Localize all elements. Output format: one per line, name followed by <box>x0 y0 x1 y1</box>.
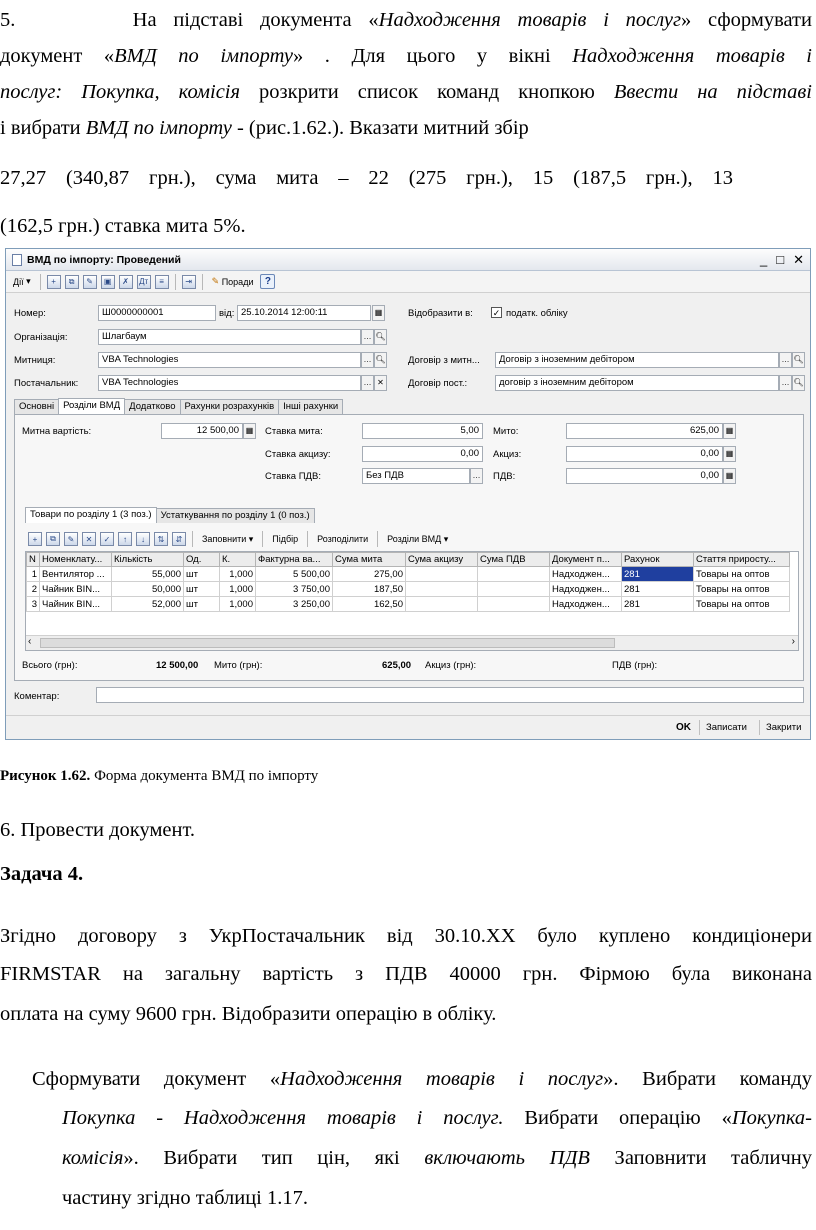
table-cell[interactable]: 281 <box>622 597 694 612</box>
column-header[interactable]: К. <box>220 553 256 567</box>
customs-field[interactable]: VBA Technologies <box>98 352 361 368</box>
customs-value-field[interactable]: 12 500,00 <box>161 423 243 439</box>
paragraph-5-line-1: 5. На підставі документа «Надходження товарів і послуг» сформувати <box>0 9 812 31</box>
figure-caption: Рисунок 1.62. Форма документа ВМД по імпорту <box>0 768 319 784</box>
edit-icon[interactable]: ✎ <box>83 275 97 289</box>
customs-select-button[interactable]: … <box>361 352 374 368</box>
table-cell[interactable]: 1 <box>27 567 40 582</box>
edit-row-icon[interactable]: ✎ <box>64 532 78 546</box>
table-cell[interactable]: 1,000 <box>220 597 256 612</box>
help-icon[interactable]: ? <box>260 274 275 289</box>
window-title: ВМД по імпорту: Проведений <box>27 253 181 266</box>
tab-goods-section-1[interactable]: Товари по розділу 1 (3 поз.) <box>25 507 157 523</box>
move-up-icon[interactable]: ↑ <box>118 532 132 546</box>
column-header[interactable]: Номенклату... <box>40 553 112 567</box>
comment-label: Коментар: <box>14 691 60 702</box>
table-cell[interactable]: Надходжен... <box>550 582 622 597</box>
table-row[interactable] <box>27 582 790 597</box>
copy-row-icon[interactable]: ⧉ <box>46 532 60 546</box>
supplier-select-button[interactable]: … <box>361 375 374 391</box>
duty-total-label: Мито (грн): <box>214 660 263 671</box>
unpost-icon[interactable]: ✗ <box>119 275 133 289</box>
instruction-line-3: комісія». Вибрати тип цін, які включають ПДВ Заповнити табличну <box>62 1147 812 1169</box>
grid-toolbar <box>28 530 451 548</box>
task-line-3: оплата на суму 9600 грн. Відобразити операцію в обліку. <box>0 1003 497 1025</box>
supplier-clear-icon[interactable]: ✕ <box>374 375 387 391</box>
fill-button[interactable]: Заповнити ▾ <box>202 533 254 544</box>
column-header[interactable]: Сума акцизу <box>406 553 478 567</box>
table-cell[interactable] <box>406 567 478 582</box>
table-row[interactable] <box>27 597 790 612</box>
vat-calculator-icon[interactable]: ▦ <box>723 468 736 484</box>
table-cell[interactable]: Вентилятор ... <box>40 567 112 582</box>
table-cell[interactable]: Товары на оптов <box>694 597 790 612</box>
tax-accounting-label: податк. обліку <box>506 308 568 319</box>
table-cell[interactable]: Чайник BIN... <box>40 597 112 612</box>
table-cell[interactable]: 52,000 <box>112 597 184 612</box>
customs-contract-field[interactable]: Договір з іноземним дебітором <box>495 352 779 368</box>
customs-contract-open-icon[interactable]: 🔍︎ <box>792 352 805 368</box>
table-cell[interactable] <box>478 582 550 597</box>
copy-icon[interactable]: ⧉ <box>65 275 79 289</box>
instruction-line-1: Сформувати документ «Надходження товарів і послуг». Вибрати команду <box>32 1068 812 1090</box>
paragraph-5-line-4: і вибрати ВМД по імпорту - (рис.1.62.). Вказати митний збір <box>0 117 529 139</box>
supplier-contract-field[interactable]: договір з іноземним дебітором <box>495 375 779 391</box>
table-cell[interactable]: Чайник BIN... <box>40 582 112 597</box>
calculator-icon[interactable]: ▦ <box>243 423 256 439</box>
vat-field[interactable]: 0,00 <box>566 468 723 484</box>
tips-button[interactable]: ✎ Поради <box>211 276 254 287</box>
supplier-field[interactable]: VBA Technologies <box>98 375 361 391</box>
goods-table <box>25 551 799 651</box>
table-cell[interactable]: шт <box>184 597 220 612</box>
duty-rate-field[interactable]: 5,00 <box>362 423 483 439</box>
window-titlebar <box>6 249 810 271</box>
excise-label: Акциз: <box>493 449 522 460</box>
table-cell[interactable]: Надходжен... <box>550 597 622 612</box>
table-cell[interactable]: 1,000 <box>220 567 256 582</box>
duty-total-value: 625,00 <box>382 660 412 671</box>
post-icon[interactable]: ▣ <box>101 275 115 289</box>
add-icon[interactable]: + <box>47 275 61 289</box>
column-header[interactable]: Сума ПДВ <box>478 553 550 567</box>
minimize-icon[interactable]: _ <box>760 251 768 267</box>
comment-field[interactable] <box>96 687 804 703</box>
number-label: Номер: <box>14 308 46 319</box>
vat-total-label: ПДВ (грн): <box>612 660 658 671</box>
table-cell[interactable]: 3 <box>27 597 40 612</box>
scroll-right-icon[interactable]: › <box>791 636 795 647</box>
table-cell[interactable]: 162,50 <box>333 597 406 612</box>
customs-value-label: Митна вартість: <box>22 426 92 437</box>
organization-field[interactable]: Шлагбаум <box>98 329 361 345</box>
excise-field[interactable]: 0,00 <box>566 446 723 462</box>
table-cell[interactable] <box>406 582 478 597</box>
duty-label: Мито: <box>493 426 519 437</box>
vat-rate-select[interactable]: Без ПДВ <box>362 468 470 484</box>
window-toolbar <box>6 271 810 293</box>
customs-label: Митниця: <box>14 355 56 366</box>
task-line-1: Згідно договору з УкрПостачальник від 30.10.ХХ було куплено кондиціонери <box>0 925 812 947</box>
add-row-icon[interactable]: + <box>28 532 42 546</box>
horizontal-scrollbar[interactable] <box>26 635 798 650</box>
customs-contract-select-button[interactable]: … <box>779 352 792 368</box>
supplier-contract-select-button[interactable]: … <box>779 375 792 391</box>
table-cell[interactable]: 3 250,00 <box>256 597 333 612</box>
table-cell[interactable]: 281 <box>622 582 694 597</box>
organization-select-button[interactable]: … <box>361 329 374 345</box>
column-header[interactable]: Кількість <box>112 553 184 567</box>
scrollbar-thumb[interactable] <box>40 638 615 648</box>
actions-menu-button[interactable]: Дії ▾ <box>13 276 31 287</box>
table-cell[interactable]: 187,50 <box>333 582 406 597</box>
column-header[interactable]: Сума мита <box>333 553 406 567</box>
paragraph-5-line-3: послуг: Покупка, комісія розкрити список команд кнопкою Ввести на підставі <box>0 81 812 103</box>
table-cell[interactable] <box>478 597 550 612</box>
select-button[interactable]: Підбір <box>272 534 299 544</box>
table-cell[interactable]: 2 <box>27 582 40 597</box>
excise-total-label: Акциз (грн): <box>425 660 477 671</box>
tips-icon: ✎ <box>211 276 220 286</box>
column-header[interactable]: Од. <box>184 553 220 567</box>
tab-vmd-sections[interactable]: Розділи ВМД <box>58 398 125 414</box>
table-cell[interactable]: шт <box>184 582 220 597</box>
task-4-heading: Задача 4. <box>0 863 84 885</box>
close-icon[interactable]: ✕ <box>793 251 804 267</box>
excise-rate-label: Ставка акцизу: <box>265 449 331 460</box>
ok-button[interactable]: OK <box>676 722 691 733</box>
column-header[interactable]: N <box>27 553 40 567</box>
duty-rate-label: Ставка мита: <box>265 426 323 437</box>
date-field[interactable]: 25.10.2014 12:00:11 <box>237 305 371 321</box>
total-value: 12 500,00 <box>156 660 199 671</box>
table-row[interactable] <box>27 567 790 582</box>
maximize-icon[interactable]: □ <box>776 251 785 267</box>
date-label: від: <box>219 308 235 319</box>
total-label: Всього (грн): <box>22 660 78 671</box>
table-cell[interactable]: 5 500,00 <box>256 567 333 582</box>
organization-label: Організація: <box>14 332 68 343</box>
move-down-icon[interactable]: ↓ <box>136 532 150 546</box>
enter-based-on-icon[interactable]: ⇥ <box>182 275 196 289</box>
tab-equipment-section-1[interactable]: Устаткування по розділу 1 (0 поз.) <box>156 508 315 523</box>
number-field[interactable]: Ш0000000001 <box>98 305 216 321</box>
excise-rate-field[interactable]: 0,00 <box>362 446 483 462</box>
vat-label: ПДВ: <box>493 471 516 482</box>
column-header[interactable]: Рахунок <box>622 553 694 567</box>
table-cell[interactable] <box>478 567 550 582</box>
document-icon <box>12 254 22 266</box>
table-cell[interactable]: Надходжен... <box>550 567 622 582</box>
customs-open-icon[interactable]: 🔍︎ <box>374 352 387 368</box>
goods-subtabs <box>25 508 314 524</box>
sort-asc-icon[interactable]: ⇅ <box>154 532 168 546</box>
table-header-row <box>27 553 790 567</box>
main-tabs <box>14 399 342 415</box>
task-line-2: FIRMSTAR на загальну вартість з ПДВ 40000 грн. Фірмою була виконана <box>0 963 812 985</box>
supplier-label: Постачальник: <box>14 378 79 389</box>
table-cell[interactable]: 55,000 <box>112 567 184 582</box>
vat-rate-select-button[interactable]: … <box>470 468 483 484</box>
duty-calculator-icon[interactable]: ▦ <box>723 423 736 439</box>
tab-main[interactable]: Основні <box>14 399 59 414</box>
tax-accounting-checkbox[interactable]: ✓ <box>492 308 501 318</box>
supplier-contract-open-icon[interactable]: 🔍︎ <box>792 375 805 391</box>
movements-icon[interactable]: Дт <box>137 275 151 289</box>
vmd-sections-button[interactable]: Розділи ВМД ▾ <box>387 533 449 544</box>
paragraph-5-line-5: 27,27 (340,87 грн.), сума мита – 22 (275 грн.), 15 (187,5 грн.), 13 <box>0 167 733 189</box>
table-cell[interactable]: шт <box>184 567 220 582</box>
table-cell[interactable]: 3 750,00 <box>256 582 333 597</box>
paragraph-5-line-2: документ «ВМД по імпорту» . Для цього у вікні Надходження товарів і <box>0 45 813 67</box>
structure-icon[interactable]: ≡ <box>155 275 169 289</box>
tab-other-accounts[interactable]: Інші рахунки <box>278 399 343 414</box>
duty-field[interactable]: 625,00 <box>566 423 723 439</box>
table-cell[interactable]: Товары на оптов <box>694 567 790 582</box>
customs-contract-label: Договір з митн... <box>408 355 480 366</box>
distribute-button[interactable]: Розподілити <box>317 534 369 544</box>
supplier-contract-label: Договір пост.: <box>408 378 468 389</box>
step-6: 6. Провести документ. <box>0 819 196 841</box>
reflect-label: Відобразити в: <box>408 308 473 319</box>
delete-row-icon[interactable]: ✕ <box>82 532 96 546</box>
excise-calculator-icon[interactable]: ▦ <box>723 446 736 462</box>
instruction-line-4: частину згідно таблиці 1.17. <box>62 1187 308 1209</box>
sort-desc-icon[interactable]: ⇵ <box>172 532 186 546</box>
table-cell[interactable]: Товары на оптов <box>694 582 790 597</box>
table-cell[interactable] <box>406 597 478 612</box>
save-button[interactable]: Записати <box>706 722 747 733</box>
table-cell-selected[interactable]: 281 <box>622 567 694 582</box>
close-button[interactable]: Закрити <box>766 722 802 733</box>
table-cell[interactable]: 275,00 <box>333 567 406 582</box>
instruction-line-2: Покупка - Надходження товарів і послуг. Вибрати операцію «Покупка- <box>62 1107 812 1129</box>
window-footer <box>6 715 810 739</box>
tab-additional[interactable]: Додатково <box>124 399 180 414</box>
table-cell[interactable]: 50,000 <box>112 582 184 597</box>
tab-settlement-accounts[interactable]: Рахунки розрахунків <box>180 399 280 414</box>
vmd-import-window <box>5 248 811 740</box>
table-cell[interactable]: 1,000 <box>220 582 256 597</box>
end-edit-icon[interactable]: ✓ <box>100 532 114 546</box>
column-header[interactable]: Документ п... <box>550 553 622 567</box>
paragraph-5-line-6: (162,5 грн.) ставка мита 5%. <box>0 215 246 237</box>
column-header[interactable]: Фактурна ва... <box>256 553 333 567</box>
organization-open-icon[interactable]: 🔍︎ <box>374 329 387 345</box>
column-header[interactable]: Стаття приросту... <box>694 553 790 567</box>
calendar-icon[interactable]: ▦ <box>372 305 385 321</box>
scroll-left-icon[interactable]: ‹ <box>28 636 32 647</box>
vat-rate-label: Ставка ПДВ: <box>265 471 321 482</box>
